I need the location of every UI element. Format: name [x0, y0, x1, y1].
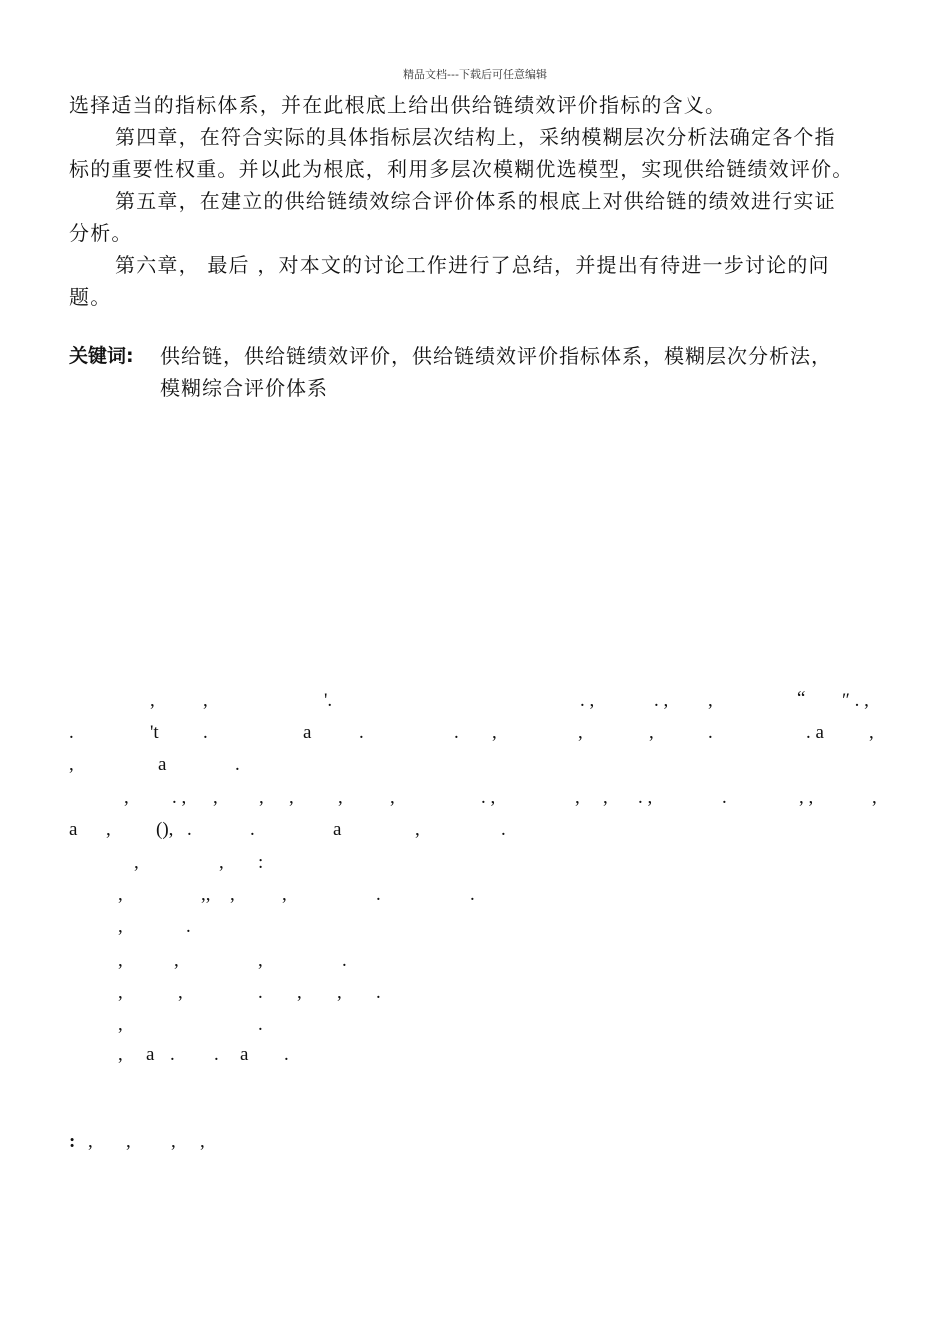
fragment: , — [174, 950, 179, 971]
fragment: . — [454, 722, 459, 743]
body-line-6: 第六章， 最后 ，对本文的讨论工作进行了总结，并提出有待进一步讨论的问 — [115, 253, 830, 277]
fragment: . a — [806, 722, 824, 743]
fragment: a — [158, 754, 167, 775]
fragment: . , — [580, 690, 595, 711]
fragment: , — [708, 690, 713, 711]
fragment: , — [603, 787, 608, 808]
fragment: (), — [156, 819, 174, 840]
fragment: , — [213, 787, 218, 808]
fragment: a — [333, 819, 342, 840]
fragment: . — [186, 916, 191, 937]
fragment: , — [219, 852, 224, 873]
fragment: , — [88, 1131, 93, 1152]
fragment: , — [150, 690, 155, 711]
fragment: , — [492, 722, 497, 743]
fragment: , — [118, 884, 123, 905]
keywords-label: 关键词: — [69, 345, 134, 367]
fragment: . — [170, 1044, 175, 1065]
fragment: a — [146, 1044, 155, 1065]
page-header: 精品文档---下载后可任意编辑 — [403, 68, 547, 81]
fragment: : — [258, 852, 264, 873]
fragment: , — [338, 787, 343, 808]
fragment: , — [118, 982, 123, 1003]
fragment: . — [501, 819, 506, 840]
fragment: , — [118, 1014, 123, 1035]
fragment: . — [258, 982, 263, 1003]
fragment: “ — [797, 688, 806, 709]
fragment: , — [575, 787, 580, 808]
fragment: . — [235, 754, 240, 775]
body-line-2: 第四章，在符合实际的具体指标层次结构上，采纳模糊层次分析法确定各个指 — [115, 125, 836, 149]
fragment: . — [376, 982, 381, 1003]
fragment: , — [118, 950, 123, 971]
fragment: , — [297, 982, 302, 1003]
fragment: , — [869, 722, 874, 743]
body-line-4: 第五章，在建立的供给链绩效综合评价体系的根底上对供给链的绩效进行实证 — [115, 189, 836, 213]
fragment: . — [722, 787, 727, 808]
fragment: . — [470, 884, 475, 905]
fragment: , — [118, 916, 123, 937]
fragment: , — [259, 787, 264, 808]
fragment: a — [303, 722, 312, 743]
fragment: . — [359, 722, 364, 743]
body-line-1: 选择适当的指标体系，并在此根底上给出供给链绩效评价指标的含义。 — [69, 93, 727, 117]
keywords-line-1: 供给链，供给链绩效评价，供给链绩效评价指标体系，模糊层次分析法， — [160, 344, 832, 368]
fragment: . — [258, 1014, 263, 1035]
fragment: , — [649, 722, 654, 743]
fragment: . — [214, 1044, 219, 1065]
fragment: . , — [638, 787, 653, 808]
fragment: , — [171, 1131, 176, 1152]
fragment: , — [203, 690, 208, 711]
fragment: , — [258, 950, 263, 971]
fragment: , — [118, 1044, 123, 1065]
fragment: . — [708, 722, 713, 743]
fragment: , — [134, 852, 139, 873]
fragment: ,, — [201, 884, 211, 905]
fragment: , — [178, 982, 183, 1003]
fragment: . — [69, 722, 74, 743]
fragment: a — [240, 1044, 249, 1065]
fragment: a — [69, 819, 78, 840]
fragment: . — [250, 819, 255, 840]
fragment: '. — [324, 690, 333, 711]
fragment: , — [200, 1131, 205, 1152]
fragment: . , — [654, 690, 669, 711]
fragment: 't — [150, 722, 159, 743]
fragment: . — [342, 950, 347, 971]
fragment: , — [578, 722, 583, 743]
fragment: , — [69, 754, 74, 775]
body-line-3: 标的重要性权重。并以此为根底，利用多层次模糊优选模型，实现供给链绩效评价。 — [69, 157, 854, 181]
fragment: : — [69, 1131, 76, 1152]
fragment: . — [187, 819, 192, 840]
body-line-5: 分析。 — [69, 221, 133, 245]
fragment: , — [390, 787, 395, 808]
fragment: , — [124, 787, 129, 808]
fragment: . — [284, 1044, 289, 1065]
fragment: . — [376, 884, 381, 905]
fragment: , — [126, 1131, 131, 1152]
fragment: , , — [799, 787, 814, 808]
fragment: , — [282, 884, 287, 905]
fragment: , — [337, 982, 342, 1003]
body-line-7: 题。 — [69, 285, 112, 309]
keywords-line-2: 模糊综合评价体系 — [160, 376, 328, 400]
fragment: . , — [172, 787, 187, 808]
fragment: , — [230, 884, 235, 905]
fragment: . — [203, 722, 208, 743]
fragment: ″ . , — [842, 690, 869, 711]
fragment: . , — [481, 787, 496, 808]
fragment: , — [106, 819, 111, 840]
fragment: , — [872, 787, 877, 808]
fragment: , — [415, 819, 420, 840]
fragment: , — [289, 787, 294, 808]
